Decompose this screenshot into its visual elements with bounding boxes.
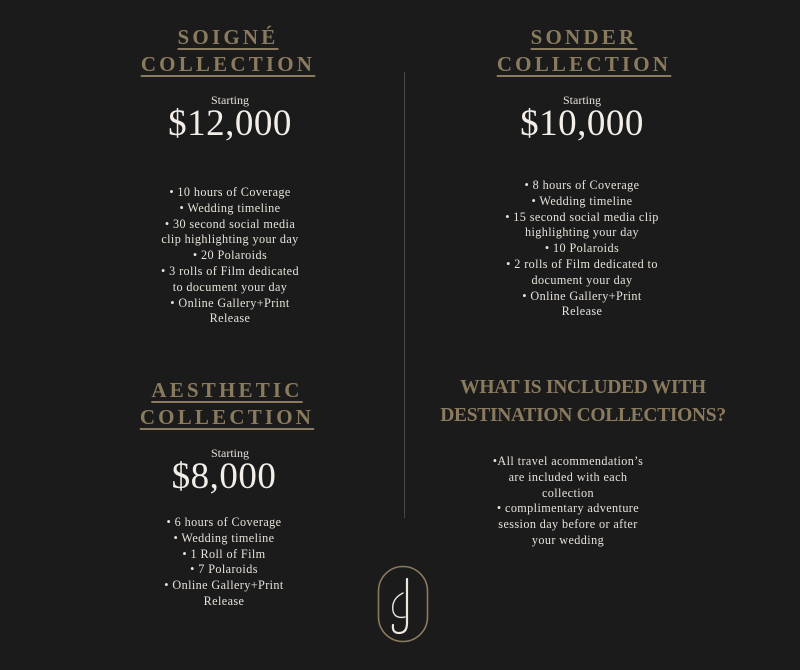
list-item: • 15 second social media clip [505, 209, 659, 224]
list-item: • Online Gallery+Print [522, 288, 642, 303]
list-item: •All travel acommendation’s [492, 454, 644, 468]
list-item: • 2 rolls of Film dedicated to [506, 256, 658, 271]
list-item: • 3 rolls of Film dedicated [161, 263, 299, 278]
soigne-price: $12,000 [168, 103, 292, 144]
sonder-features-list [472, 178, 692, 320]
list-item: • complimentary adventure [496, 501, 640, 516]
soigne-title-line2: COLLECTION [140, 52, 316, 76]
soigne-title-line1: SOIGNÉ [177, 25, 279, 49]
aesthetic-features-list [114, 515, 334, 610]
list-item: • Wedding timeline [531, 193, 633, 208]
list-item: Release [561, 304, 603, 319]
list-item: • 20 Polaroids [192, 248, 268, 263]
aesthetic-starting-label: Starting [211, 446, 249, 460]
aesthetic-collection-title [117, 377, 337, 431]
sonder-collection-title [474, 24, 694, 78]
list-item: are included with each [508, 469, 628, 484]
sonder-title-line2: COLLECTION [496, 52, 672, 76]
list-item: highlighting your day [524, 225, 640, 240]
list-item: • 7 Polaroids [190, 562, 258, 577]
list-item: Release [209, 311, 251, 326]
list-item: your wedding [531, 532, 605, 547]
list-item: • Wedding timeline [173, 530, 275, 545]
aesthetic-title-line1: AESTHETIC [151, 378, 303, 402]
list-item: • 10 Polaroids [544, 241, 620, 256]
soigne-collection-title [118, 24, 338, 78]
aesthetic-price: $8,000 [171, 456, 277, 497]
sonder-price: $10,000 [520, 103, 644, 144]
aesthetic-title-line2: COLLECTION [139, 405, 315, 429]
list-item: • 6 hours of Coverage [166, 515, 282, 529]
destination-features-list [468, 454, 668, 549]
list-item: • Online Gallery+Print [164, 578, 284, 593]
list-item: • 30 second social media [164, 216, 296, 231]
destination-question-title [430, 374, 736, 430]
list-item: to document your day [172, 279, 288, 294]
list-item: session day before or after [498, 517, 638, 532]
center-divider [404, 72, 405, 518]
sonder-starting-label: Starting [563, 93, 601, 107]
destination-title-line1: WHAT IS INCLUDED WITH [460, 377, 706, 398]
destination-title-line2: DESTINATION COLLECTIONS? [440, 405, 726, 426]
list-item: • Online Gallery+Print [170, 295, 290, 310]
list-item: • 1 Roll of Film [182, 546, 266, 561]
list-item: collection [541, 485, 595, 500]
sonder-title-line1: SONDER [530, 25, 638, 49]
list-item: clip highlighting your day [161, 232, 299, 247]
soigne-starting-label: Starting [211, 93, 249, 107]
list-item: • 10 hours of Coverage [169, 185, 291, 199]
jc-monogram-icon [377, 565, 429, 643]
list-item: • Wedding timeline [179, 200, 281, 215]
list-item: document your day [531, 272, 633, 287]
list-item: • 8 hours of Coverage [524, 178, 640, 192]
list-item: Release [203, 593, 245, 608]
soigne-features-list [120, 185, 340, 327]
